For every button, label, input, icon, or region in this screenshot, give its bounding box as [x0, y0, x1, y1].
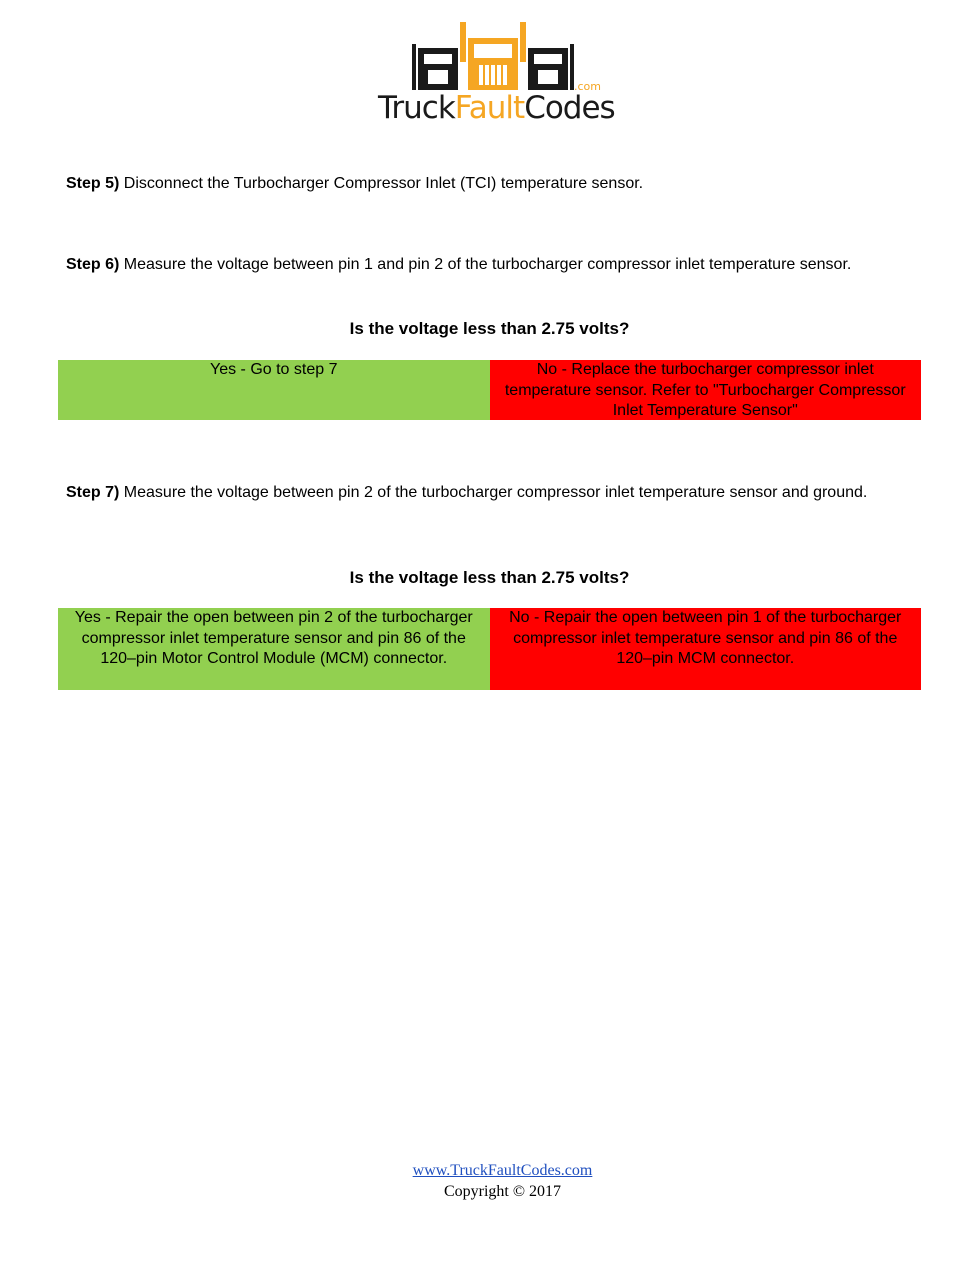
step-6-no-answer: No - Replace the turbocharger compressor inlet temperature sensor. Refer to "Turbocharger Compressor Inlet Temperature Sensor": [490, 360, 922, 420]
step-6: [66, 255, 916, 275]
step-7-text: Measure the voltage between pin 2 of the turbocharger compressor inlet temperature sensor and ground.: [119, 484, 868, 501]
step-5-text: Disconnect the Turbocharger Compressor Inlet (TCI) temperature sensor.: [119, 175, 644, 192]
step-6-text: Measure the voltage between pin 1 and pin 2 of the turbocharger compressor inlet temperature sensor.: [119, 256, 852, 273]
step-6-question: Is the voltage less than 2.75 volts?: [349, 319, 630, 338]
page-footer: [0, 1160, 979, 1202]
step-6-yes-answer: Yes - Go to step 7: [58, 360, 490, 420]
step-7-yes-answer: Yes - Repair the open between pin 2 of the turbocharger compressor inlet temperature sensor and pin 86 of the 120–pin Motor Control Module (MCM) connector.: [58, 608, 490, 690]
footer-site-link[interactable]: www.TruckFaultCodes.com: [412, 1162, 593, 1179]
step-6-label: Step 6): [66, 256, 120, 273]
step-7-label: Step 7): [66, 484, 120, 501]
footer-copyright: Copyright © 2017: [443, 1183, 562, 1200]
step-7-question: Is the voltage less than 2.75 volts?: [349, 568, 630, 587]
logo-wordmark: TruckFaultCodes: [378, 90, 615, 126]
step-7-answers: [58, 608, 921, 690]
step-7-no-answer: No - Repair the open between pin 1 of the turbocharger compressor inlet temperature sensor and pin 86 of the 120–pin MCM connector.: [490, 608, 922, 690]
step-5: [66, 174, 916, 194]
step-7: [66, 483, 916, 503]
step-6-answers: [58, 360, 921, 420]
step-5-label: Step 5): [66, 175, 120, 192]
site-logo: [378, 18, 615, 128]
logo-domain-suffix: .com: [574, 80, 601, 93]
